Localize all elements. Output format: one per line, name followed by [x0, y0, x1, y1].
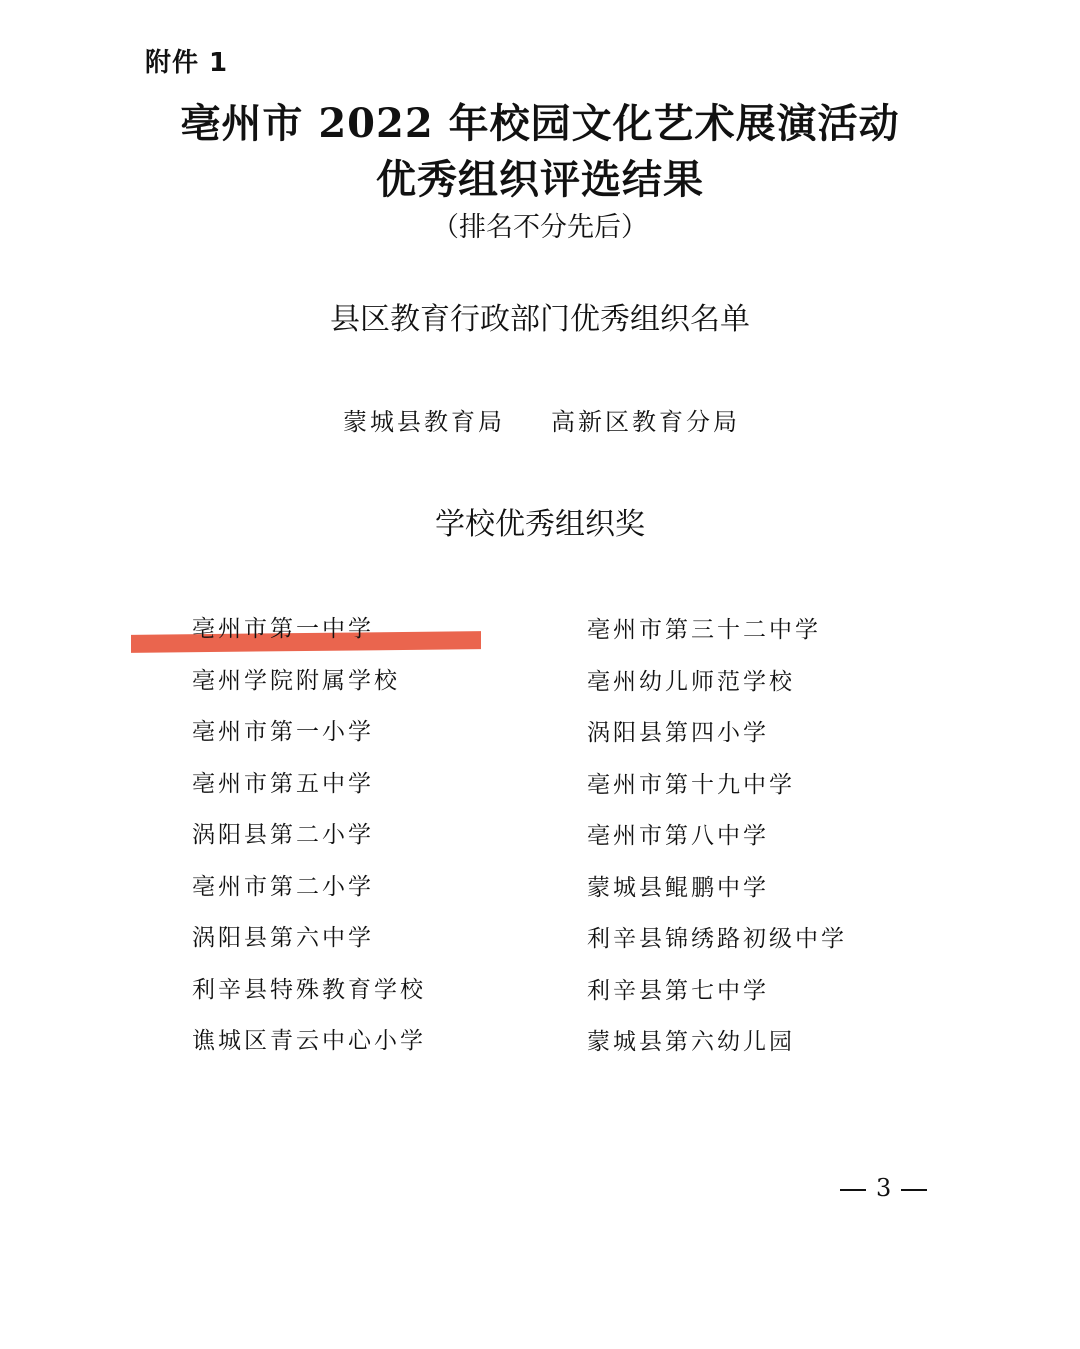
document-subtitle: （排名不分先后） — [432, 212, 648, 243]
school-item: 亳州市第十九中学 — [587, 772, 795, 798]
dash-right — [901, 1189, 927, 1191]
school-item: 亳州市第一小学 — [192, 719, 374, 745]
school-item: 蒙城县第六幼儿园 — [587, 1029, 795, 1055]
school-item: 亳州市第八中学 — [587, 823, 769, 849]
document-title-line2: 优秀组织评选结果 — [376, 156, 704, 203]
school-item: 亳州市第一中学 — [192, 616, 374, 642]
school-item: 亳州市第三十二中学 — [587, 617, 821, 643]
dash-left — [840, 1189, 866, 1191]
school-item: 利辛县特殊教育学校 — [192, 977, 426, 1003]
departments-heading: 县区教育行政部门优秀组织名单 — [330, 302, 750, 337]
department-item: 蒙城县教育局 — [343, 408, 505, 436]
school-item: 亳州市第五中学 — [192, 771, 374, 797]
school-item: 利辛县锦绣路初级中学 — [587, 926, 847, 952]
attachment-label: 附件 1 — [145, 48, 229, 78]
school-item: 蒙城县鲲鹏中学 — [587, 875, 769, 901]
document-title-line1: 亳州市 2022 年校园文化艺术展演活动 — [180, 100, 900, 147]
school-item: 谯城区青云中心小学 — [192, 1028, 426, 1054]
school-item: 涡阳县第六中学 — [192, 925, 374, 951]
school-item: 利辛县第七中学 — [587, 978, 769, 1004]
page-number — [830, 1174, 937, 1202]
school-item: 涡阳县第二小学 — [192, 822, 374, 848]
school-item: 涡阳县第四小学 — [587, 720, 769, 746]
school-item: 亳州学院附属学校 — [192, 668, 400, 694]
page-number-value: 3 — [876, 1174, 892, 1202]
school-item: 亳州市第二小学 — [192, 874, 374, 900]
school-item: 亳州幼儿师范学校 — [587, 669, 795, 695]
schools-heading: 学校优秀组织奖 — [435, 507, 645, 542]
department-item: 高新区教育分局 — [551, 408, 740, 436]
